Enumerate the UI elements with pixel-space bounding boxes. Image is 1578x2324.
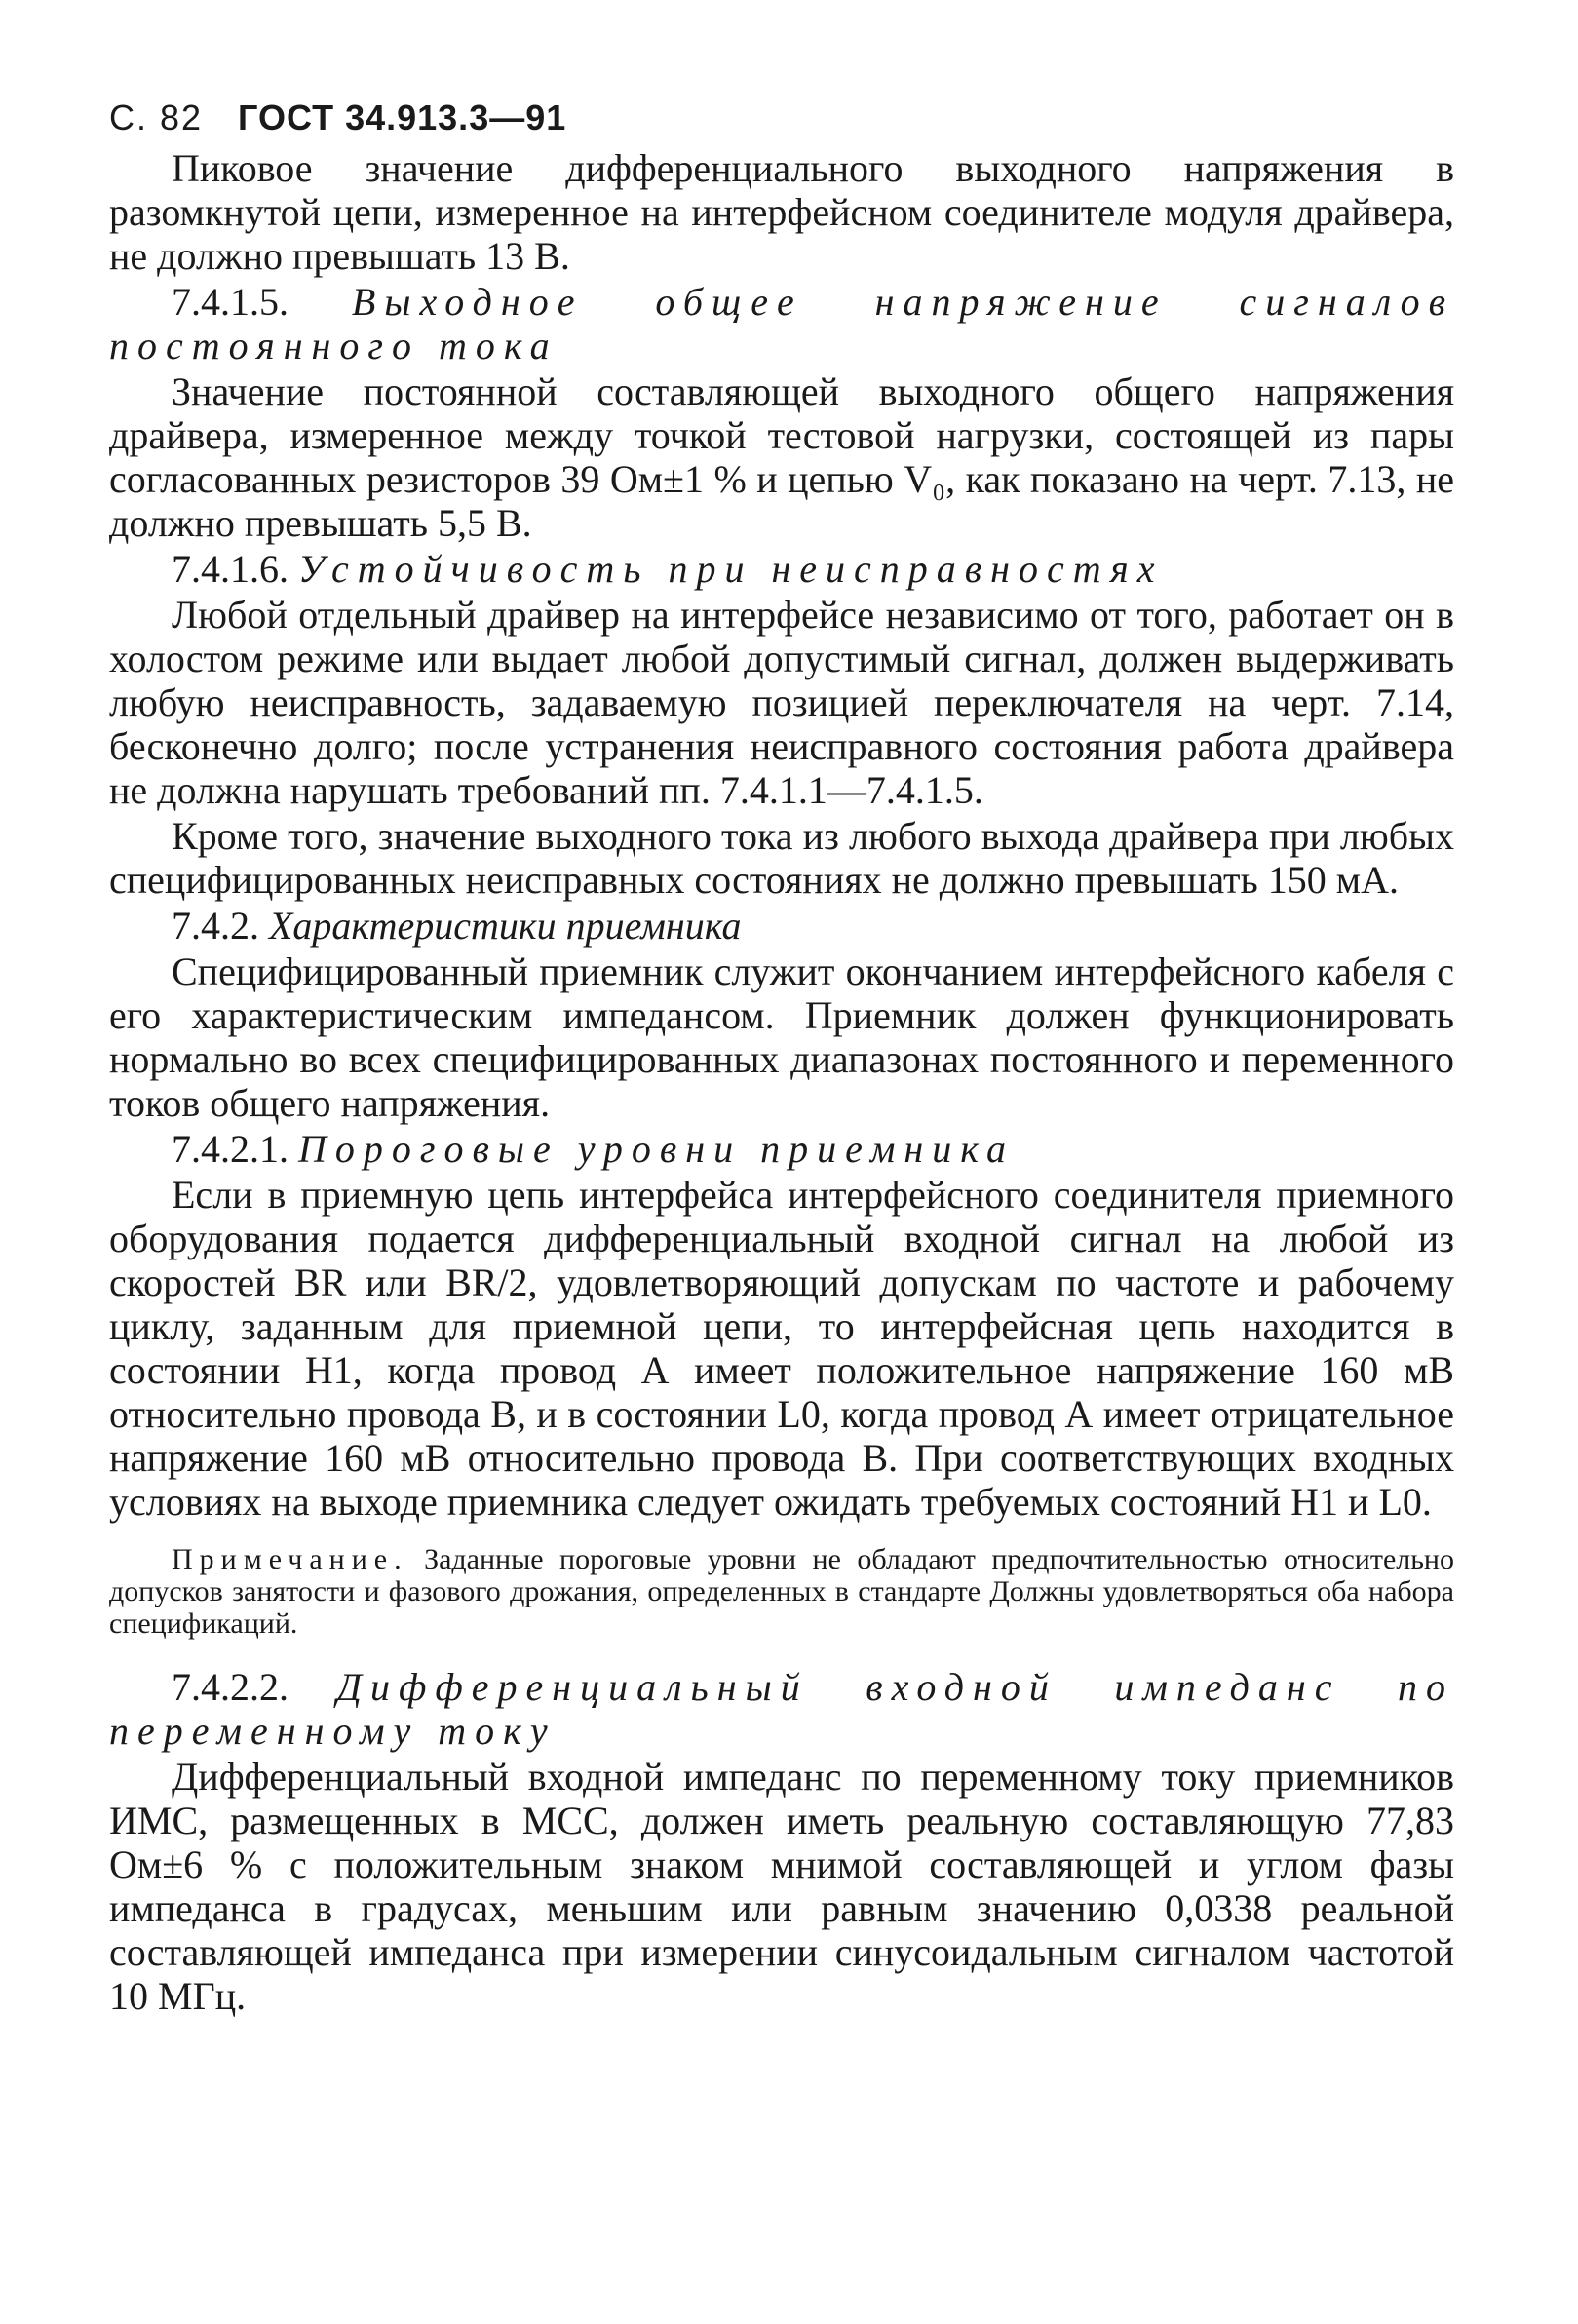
section-heading [109,1127,1454,1171]
note-label: Примечание. [172,1543,408,1575]
section-number: 7.4.2. [172,904,259,948]
section-number: 7.4.2.1. [172,1127,289,1171]
paragraph: Специфицированный приемник служит окончанием интерфейсного кабеля с его характеристическим импедансом. Приемник должен функционировать нормально во всех специфицированных диапазонах постоянного и переменного токов общего напряжения. [109,949,1454,1125]
section-number: 7.4.2.2. [172,1665,289,1709]
section-title: Устойчивость при неисправностях [298,547,1164,591]
paragraph: Пиковое значение дифференциального выходного напряжения в разомкнутой цепи, измеренное на интерфейсном соединителе модуля драйвера, не должно превышать 13 В. [109,146,1454,278]
paragraph: Кроме того, значение выходного тока из любого выхода драйвера при любых специфицированных неисправных состояниях не должно превышать 150 мА. [109,814,1454,902]
section-heading [109,547,1454,591]
paragraph: Значение постоянной составляющей выходного общего напряжения драйвера, измеренное между точкой тестовой нагрузки, состоящей из пары согласованных резисторов 39 Ом±1 % и цепью V₀, как показано на черт. 7.13, не должно превышать 5,5 В. [109,369,1454,545]
note [109,1543,1454,1640]
paragraph: Любой отдельный драйвер на интерфейсе независимо от того, работает он в холостом режиме или выдает любой допустимый сигнал, должен выдерживать любую неисправность, задаваемую позицией переключателя на черт. 7.14, бесконечно долго; после устранения неисправного состояния работа драйвера не должна нарушать требований пп. 7.4.1.1—7.4.1.5. [109,593,1454,812]
section-heading [109,1665,1454,1753]
section-number: 7.4.1.6. [172,547,289,591]
document-page [109,97,1454,2020]
section-number: 7.4.1.5. [172,280,289,324]
section-title: Выходное общее напряжение сигналов постоянного тока [109,280,1454,368]
section-heading [109,280,1454,368]
section-title: Пороговые уровни приемника [298,1127,1015,1171]
standard-title: ГОСТ 34.913.3—91 [238,97,567,137]
note-text: Заданные пороговые уровни не обладают предпочтительностью относительно допусков занятости и фазового дрожания, определенных в стандарте Должны удовлетворяться оба набора спецификаций. [109,1543,1454,1640]
page-number: С. 82 [109,97,204,137]
section-title: Характеристики приемника [269,904,742,948]
section-heading [109,904,1454,948]
section-title: Дифференциальный входной импеданс по переменному току [109,1665,1455,1753]
paragraph: Дифференциальный входной импеданс по переменному току приемников ИМС, размещенных в МСС, должен иметь реальную составляющую 77,83 Ом±6 % с положительным знаком мнимой составляющей и углом фазы импеданса в градусах, меньшим или равным значению 0,0338 реальной составляющей импеданса при измерении синусоидальным сигналом частотой 10 МГц. [109,1755,1454,2018]
paragraph: Если в приемную цепь интерфейса интерфейсного соединителя приемного оборудования подается дифференциальный входной сигнал на любой из скоростей BR или BR/2, удовлетворяющий допускам по частоте и рабочему циклу, заданным для приемной цепи, то интерфейсная цепь находится в состоянии H1, когда провод А имеет положительное напряжение 160 мВ относительно провода В, и в состоянии L0, когда провод А имеет отрицательное напряжение 160 мВ относительно провода В. При соответствующих входных условиях на выходе приемника следует ожидать требуемых состояний H1 и L0. [109,1173,1454,1524]
page-header [109,97,1454,138]
